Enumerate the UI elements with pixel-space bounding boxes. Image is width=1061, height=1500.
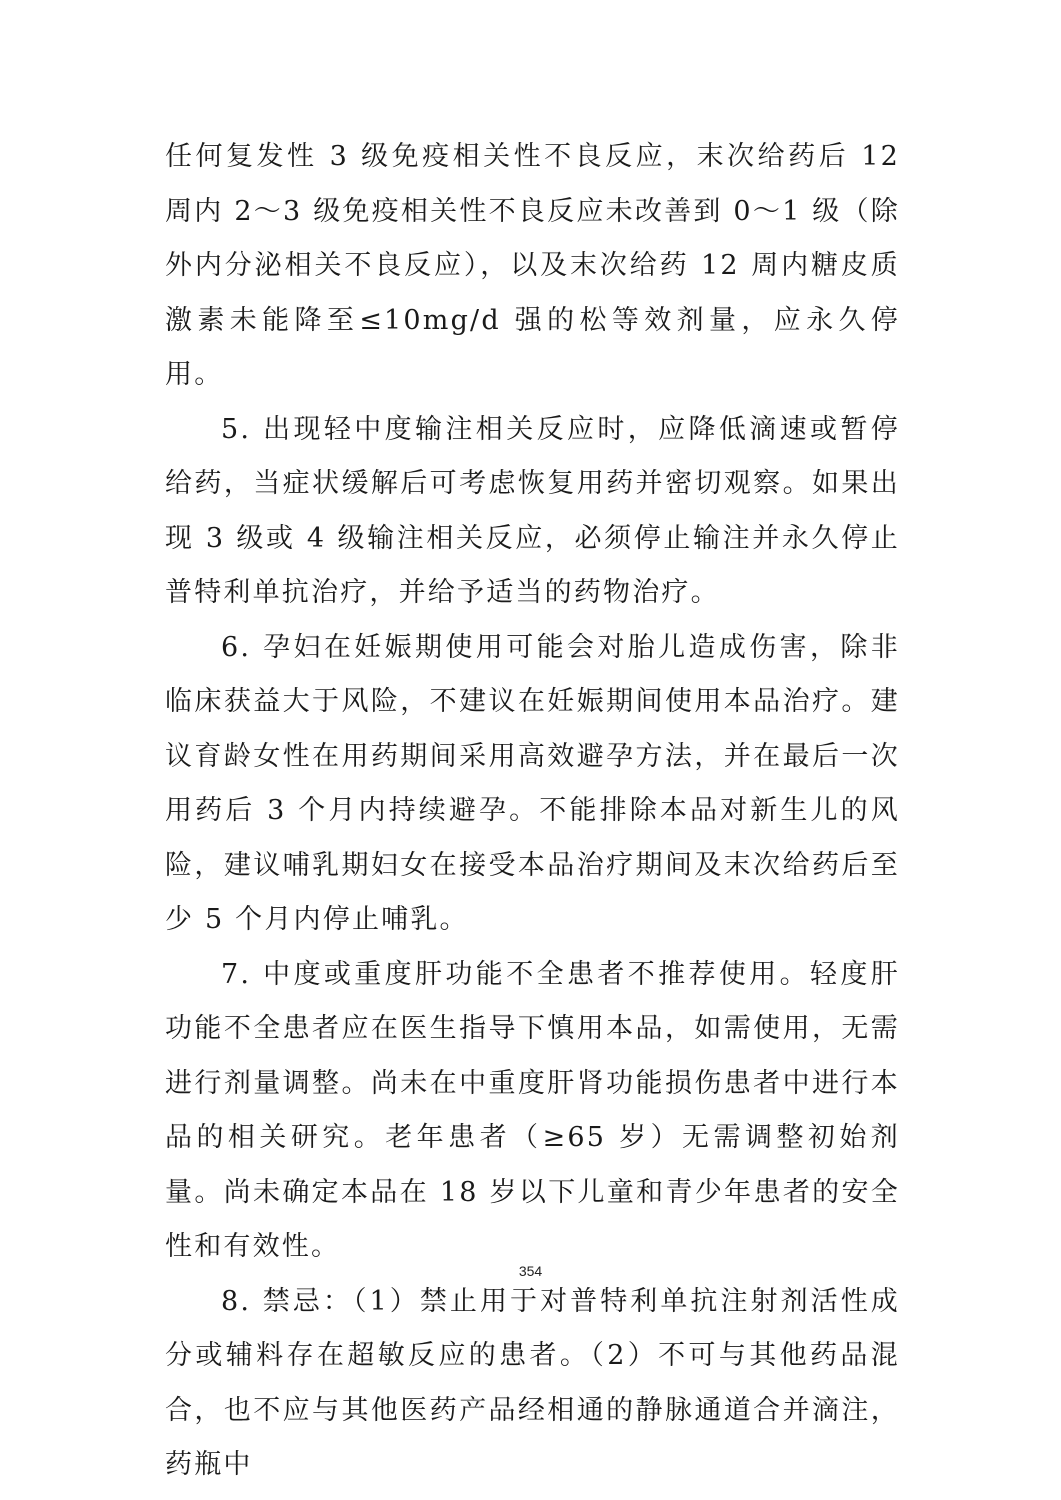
- paragraph-continuation: 任何复发性 3 级免疫相关性不良反应，末次给药后 12 周内 2～3 级免疫相关性不良反应未改善到 0～1 级（除外内分泌相关不良反应），以及末次给药 12 周内糖皮质激素未能降至≤10mg/d 强的松等效剂量，应永久停用。: [165, 141, 900, 390]
- paragraph-item-8: 8. 禁忌：（1）禁止用于对普特利单抗注射剂活性成分或辅料存在超敏反应的患者。（2）不可与其他药品混合，也不应与其他医药产品经相通的静脉通道合并滴注，药瓶中: [165, 1285, 900, 1480]
- page-number: 354: [518, 1263, 543, 1279]
- paragraph-item-7: 7. 中度或重度肝功能不全患者不推荐使用。轻度肝功能不全患者应在医生指导下慎用本品，如需使用，无需进行剂量调整。尚未在中重度肝肾功能损伤患者中进行本品的相关研究。老年患者（≥65 岁）无需调整初始剂量。尚未确定本品在 18 岁以下儿童和青少年患者的安全性和有效性。: [165, 958, 900, 1262]
- body-text: [165, 130, 900, 1493]
- paragraph-item-6: 6. 孕妇在妊娠期使用可能会对胎儿造成伤害，除非临床获益大于风险，不建议在妊娠期间使用本品治疗。建议育龄女性在用药期间采用高效避孕方法，并在最后一次用药后 3 个月内持续避孕。不能排除本品对新生儿的风险，建议哺乳期妇女在接受本品治疗期间及末次给药后至少 5 个月内停止哺乳。: [165, 631, 900, 935]
- paragraph-item-5: 5. 出现轻中度输注相关反应时，应降低滴速或暂停给药，当症状缓解后可考虑恢复用药并密切观察。如果出现 3 级或 4 级输注相关反应，必须停止输注并永久停止普特利单抗治疗，并给予适当的药物治疗。: [165, 413, 900, 608]
